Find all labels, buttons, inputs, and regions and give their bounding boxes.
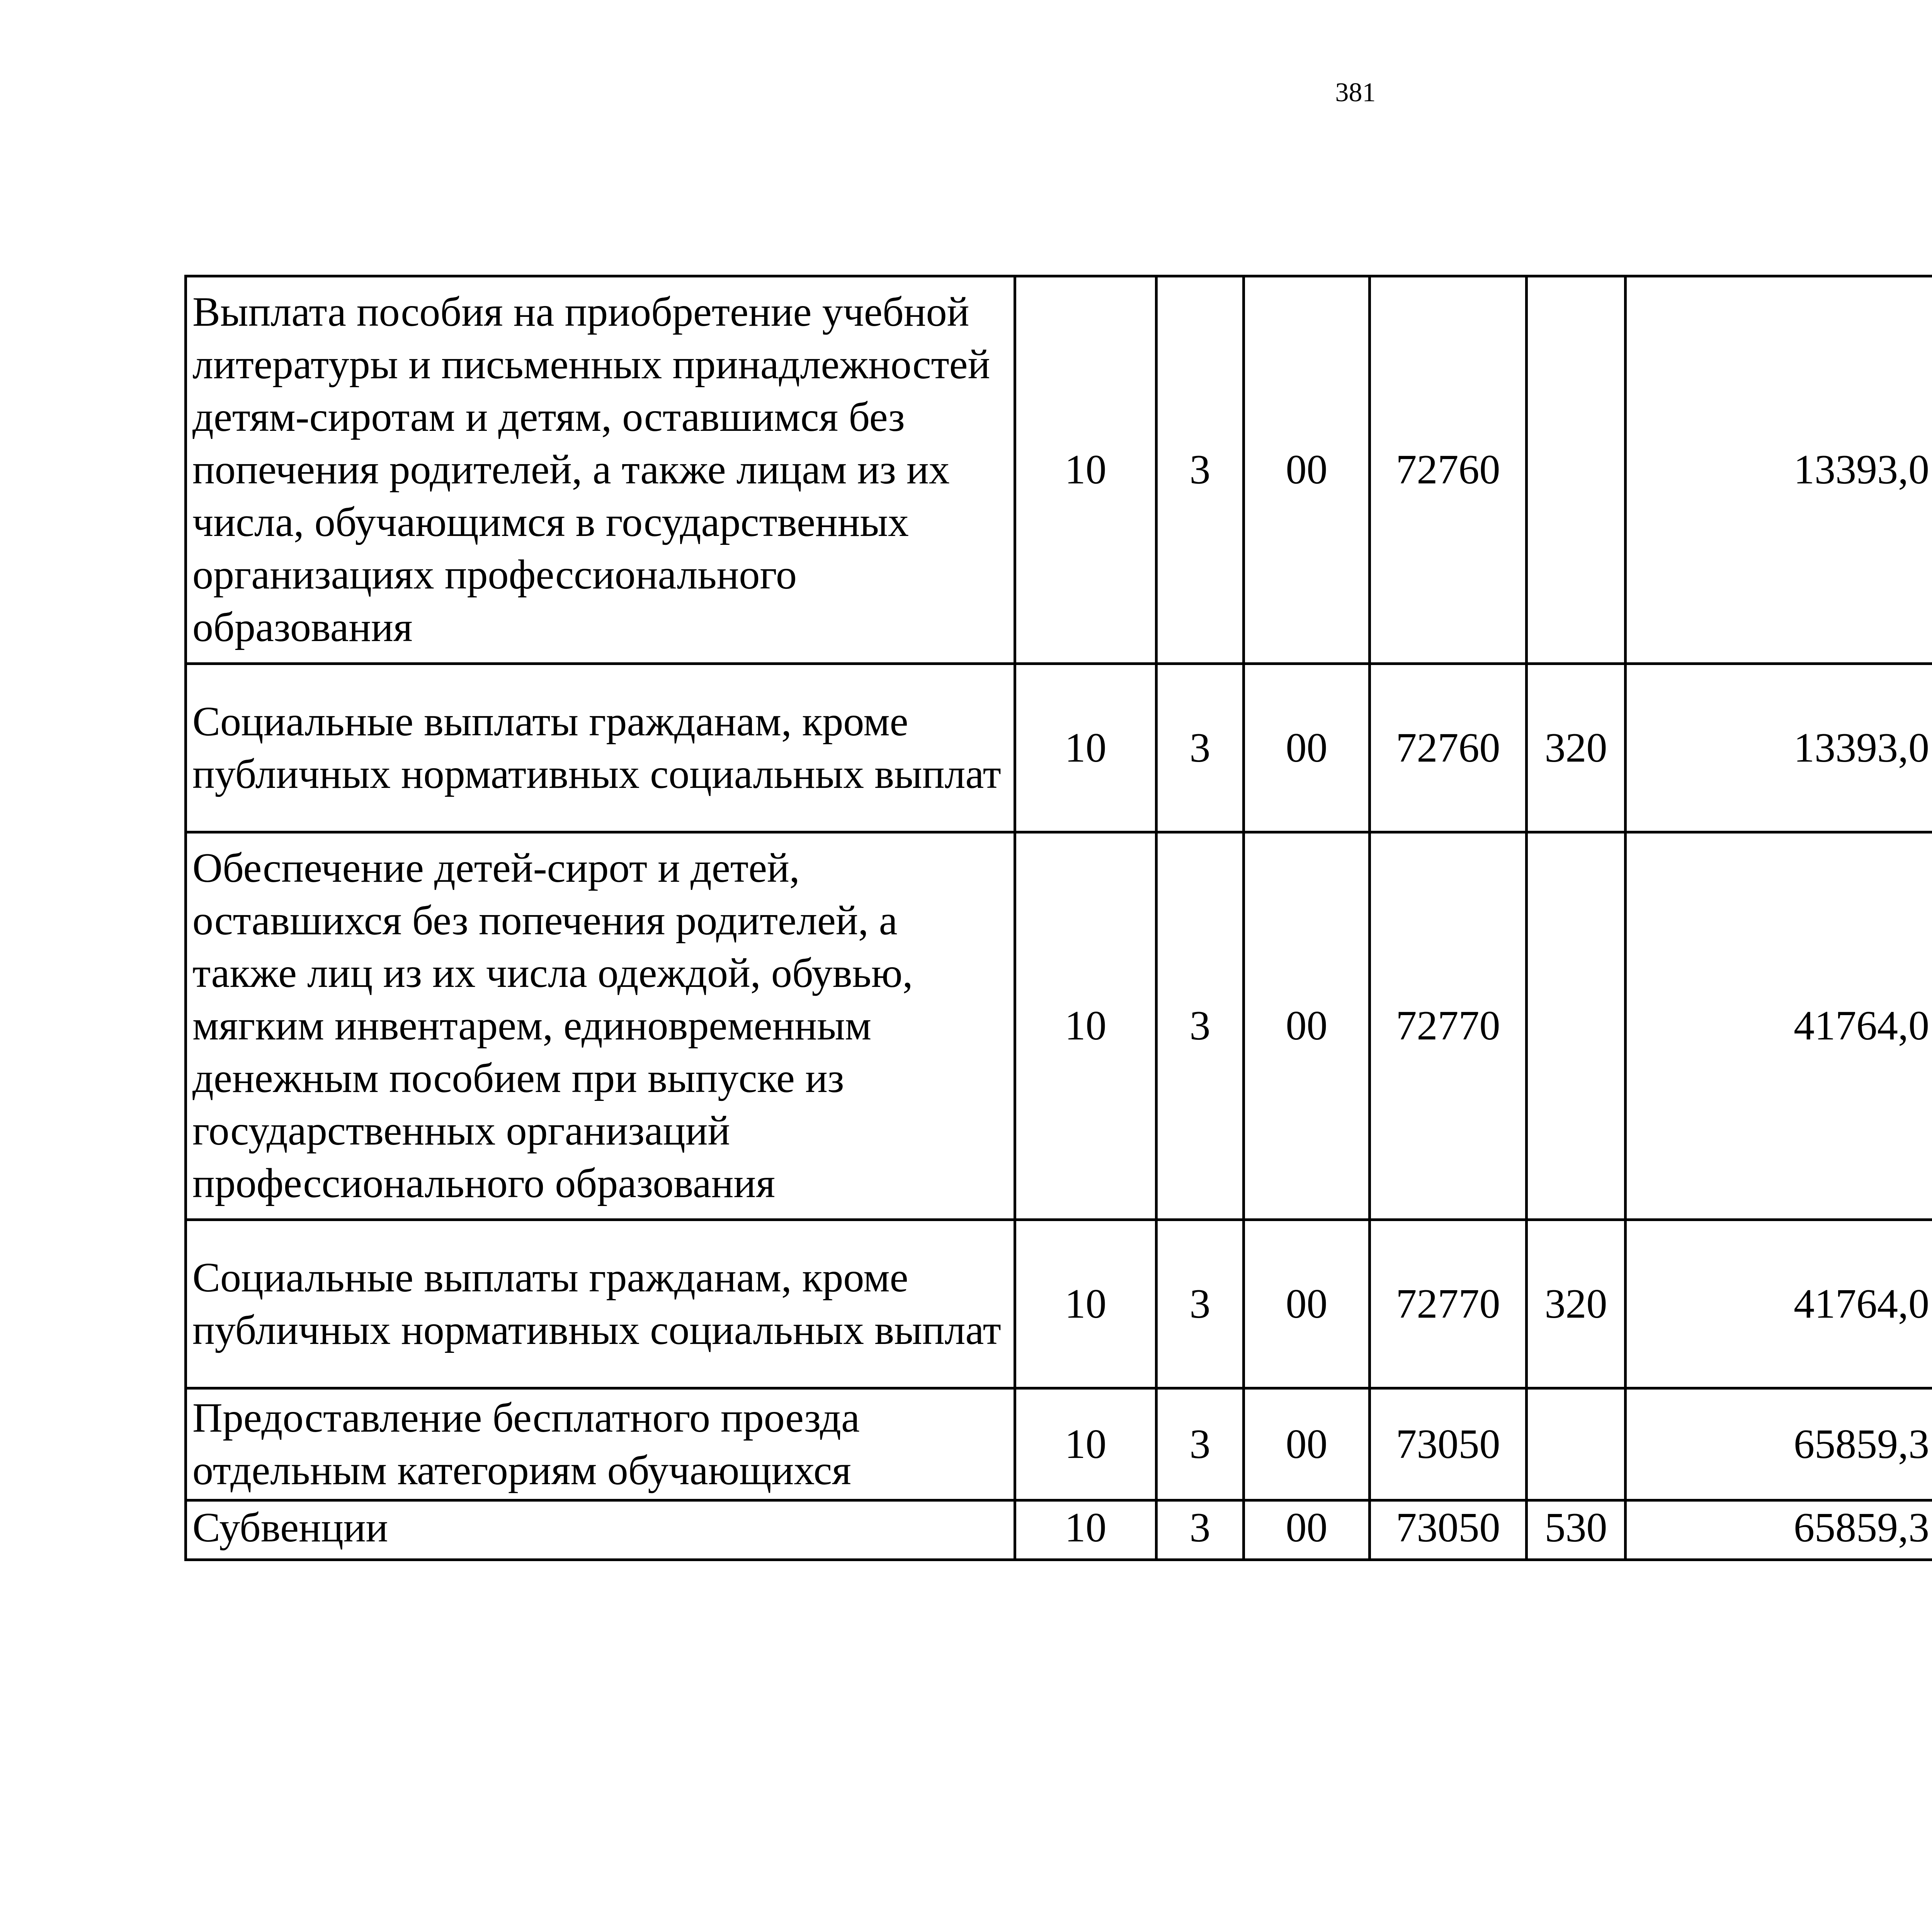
amount-year-1: 65859,3 [1626,1500,1932,1560]
amount-year-1: 13393,0 [1626,664,1932,832]
target-code: 72760 [1370,276,1527,664]
table-row [186,1388,1932,1500]
amount-year-1: 41764,0 [1626,1220,1932,1388]
page-number: 381 [1335,78,1376,107]
section-code: 10 [1015,276,1156,664]
subsection-code: 3 [1156,276,1244,664]
table-row [186,1500,1932,1560]
row-description: Социальные выплаты гражданам, кроме публичных нормативных социальных выплат [186,1220,1015,1388]
target-code: 73050 [1370,1500,1527,1560]
program-code: 00 [1244,276,1370,664]
table-row [186,1220,1932,1388]
subsection-code: 3 [1156,1500,1244,1560]
subsection-code: 3 [1156,664,1244,832]
amount-year-1: 41764,0 [1626,832,1932,1220]
table-row [186,832,1932,1220]
target-code: 72770 [1370,1220,1527,1388]
subsection-code: 3 [1156,1220,1244,1388]
section-code: 10 [1015,1500,1156,1560]
row-description: Предоставление бесплатного проезда отдельным категориям обучающихся [186,1388,1015,1500]
program-code: 00 [1244,1388,1370,1500]
table-row [186,664,1932,832]
row-description: Обеспечение детей-сирот и детей, оставшихся без попечения родителей, а также лиц из их числа одеждой, обувью, мягким инвентарем, единовременным денежным пособием при выпуске из государственных организаций профессионального образования [186,832,1015,1220]
program-code: 00 [1244,664,1370,832]
section-code: 10 [1015,832,1156,1220]
row-description: Субвенции [186,1500,1015,1560]
expense-type-code [1527,276,1626,664]
row-description: Социальные выплаты гражданам, кроме публичных нормативных социальных выплат [186,664,1015,832]
expense-type-code: 320 [1527,664,1626,832]
amount-year-1: 65859,3 [1626,1388,1932,1500]
target-code: 73050 [1370,1388,1527,1500]
program-code: 00 [1244,1220,1370,1388]
program-code: 00 [1244,832,1370,1220]
program-code: 00 [1244,1500,1370,1560]
section-code: 10 [1015,1388,1156,1500]
expense-type-code [1527,1388,1626,1500]
row-description: Выплата пособия на приобретение учебной литературы и письменных принадлежностей детям-сиротам и детям, оставшимся без попечения родителей, а также лицам из их числа, обучающимся в государственных организациях профессионального образования [186,276,1015,664]
section-code: 10 [1015,1220,1156,1388]
target-code: 72760 [1370,664,1527,832]
budget-table [184,275,1932,1561]
expense-type-code: 530 [1527,1500,1626,1560]
expense-type-code [1527,832,1626,1220]
subsection-code: 3 [1156,832,1244,1220]
expense-type-code: 320 [1527,1220,1626,1388]
amount-year-1: 13393,0 [1626,276,1932,664]
subsection-code: 3 [1156,1388,1244,1500]
section-code: 10 [1015,664,1156,832]
table-row [186,276,1932,664]
target-code: 72770 [1370,832,1527,1220]
